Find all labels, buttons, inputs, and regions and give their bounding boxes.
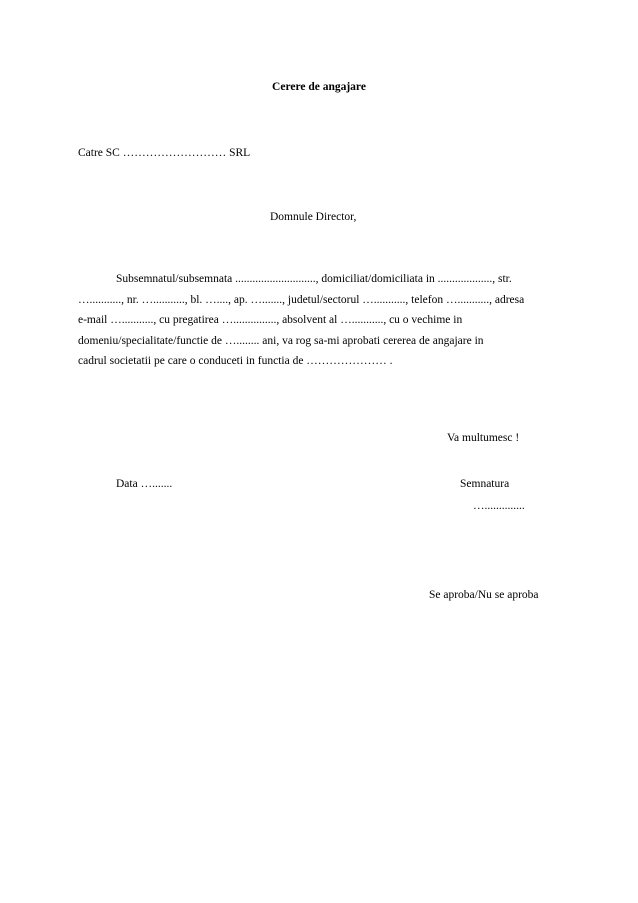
recipient-line: Catre SC ……………………… SRL bbox=[78, 147, 251, 159]
signature-label: Semnatura bbox=[460, 478, 510, 490]
salutation: Domnule Director, bbox=[270, 211, 357, 223]
document-title: Cerere de angajare bbox=[272, 81, 366, 93]
date-field: Data …....... bbox=[116, 478, 173, 490]
body-line-1: Subsemnatul/subsemnata ............................, domiciliat/domiciliata in ..................., str. bbox=[116, 273, 512, 285]
signature-field: ….............. bbox=[473, 500, 525, 512]
body-line-4: domeniu/specialitate/functie de …........ ani, va rog sa-mi aprobati cererea de angajare in bbox=[78, 334, 484, 347]
body-line-5: cadrul societatii pe care o conduceti in functia de ………………… . bbox=[78, 355, 393, 367]
request-body bbox=[78, 269, 562, 372]
approval-line: Se aproba/Nu se aproba bbox=[429, 589, 539, 601]
body-line-2: …..........., nr. …..........., bl. …...., ap. …......., judetul/sectorul …..........., telefon …..........., adresa bbox=[78, 293, 525, 306]
body-line-3: e-mail …..........., cu pregatirea …..............., absolvent al …..........., cu o vechime in bbox=[78, 314, 463, 326]
closing-thanks: Va multumesc ! bbox=[447, 432, 520, 444]
